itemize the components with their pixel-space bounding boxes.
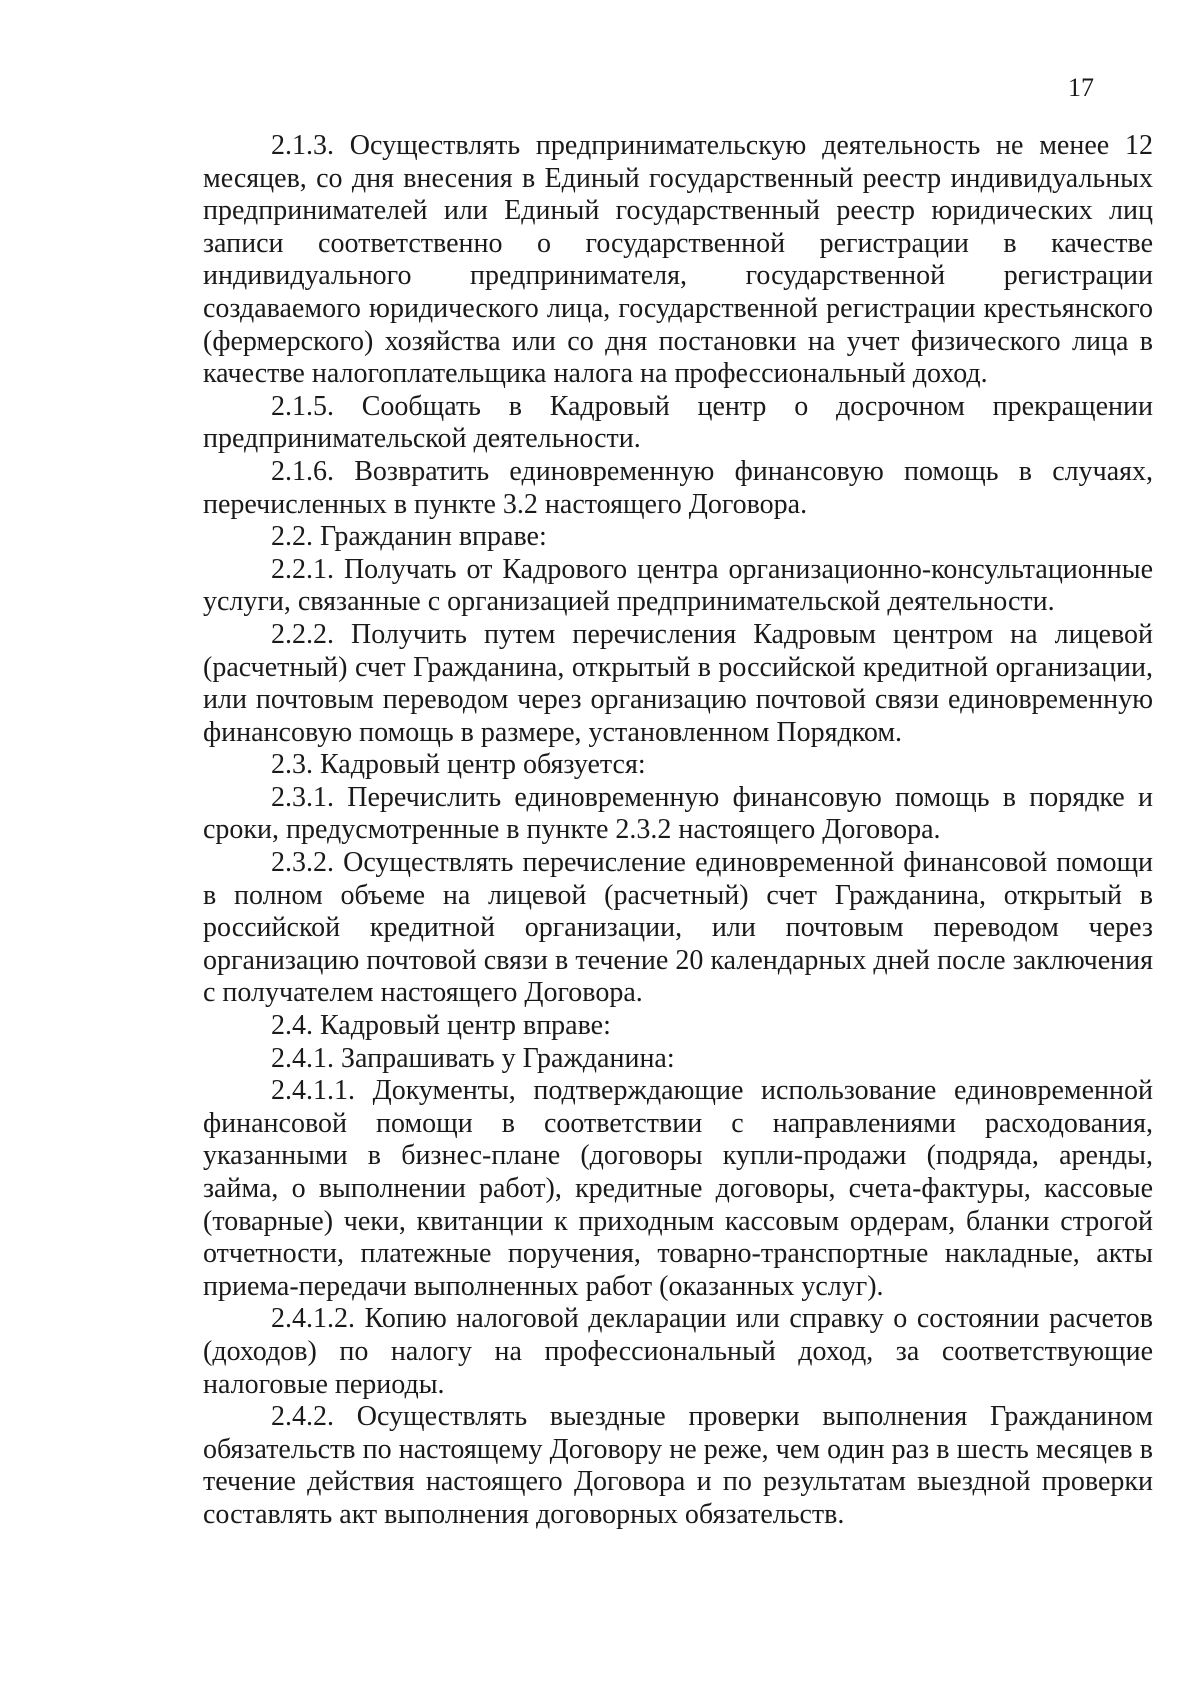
- paragraph-2-1-3: 2.1.3. Осуществлять предпринимательскую деятельность не менее 12 месяцев, со дня внесения в Единый государственный реестр индивидуальных предпринимателей или Единый государственный реестр юридических лиц записи соответственно о государственной регистрации в качестве индивидуального предпринимателя, государственной регистрации создаваемого юридического лица, государственной регистрации крестьянского (фермерского) хозяйства или со дня постановки на учет физического лица в качестве налогоплательщика налога на профессиональный доход.: [203, 130, 1153, 390]
- paragraph-2-4: 2.4. Кадровый центр вправе:: [271, 1010, 611, 1042]
- paragraph-2-1-6: 2.1.6. Возвратить единовременную финансовую помощь в случаях, перечисленных в пункте 3.2 настоящего Договора.: [203, 455, 1153, 520]
- paragraph-2-3-2: 2.3.2. Осуществлять перечисление единовременной финансовой помощи в полном объеме на лицевой (расчетный) счет Гражданина, открытый в российской кредитной организации, или почтовым переводом через организацию почтовой связи в течение 20 календарных дней после заключения с получателем настоящего Договора.: [203, 847, 1153, 1009]
- paragraph-2-3-1: 2.3.1. Перечислить единовременную финансовую помощь в порядке и сроки, предусмотренные в пункте 2.3.2 настоящего Договора.: [203, 781, 1153, 846]
- paragraph-2-1-5: 2.1.5. Сообщать в Кадровый центр о досрочном прекращении предпринимательской деятельности.: [203, 390, 1153, 455]
- document-body: [203, 130, 1153, 1532]
- paragraph-2-2: 2.2. Гражданин вправе:: [271, 521, 547, 553]
- paragraph-2-2-2: 2.2.2. Получить путем перечисления Кадровым центром на лицевой (расчетный) счет Гражданина, открытый в российской кредитной организации, или почтовым переводом через организацию почтовой связи единовременную финансовую помощь в размере, установленном Порядком.: [203, 618, 1153, 748]
- paragraph-2-4-1-2: 2.4.1.2. Копию налоговой декларации или справку о состоянии расчетов (доходов) по налогу на профессиональный доход, за соответствующие налоговые периоды.: [203, 1303, 1153, 1400]
- page-number: 17: [1068, 73, 1094, 102]
- paragraph-2-2-1: 2.2.1. Получать от Кадрового центра организационно-консультационные услуги, связанные с организацией предпринимательской деятельности.: [203, 553, 1153, 618]
- paragraph-2-4-1: 2.4.1. Запрашивать у Гражданина:: [271, 1042, 675, 1074]
- paragraph-2-4-1-1: 2.4.1.1. Документы, подтверждающие использование единовременной финансовой помощи в соответствии с направлениями расходования, указанными в бизнес-плане (договоры купли-продажи (подряда, аренды, займа, о выполнении работ), кредитные договоры, счета-фактуры, кассовые (товарные) чеки, квитанции к приходным кассовым ордерам, бланки строгой отчетности, платежные поручения, товарно-транспортные накладные, акты приема-передачи выполненных работ (оказанных услуг).: [203, 1075, 1153, 1302]
- paragraph-2-3: 2.3. Кадровый центр обязуется:: [271, 749, 646, 781]
- paragraph-2-4-2: 2.4.2. Осуществлять выездные проверки выполнения Гражданином обязательств по настоящему Договору не реже, чем один раз в шесть месяцев в течение действия настоящего Договора и по результатам выездной проверки составлять акт выполнения договорных обязательств.: [203, 1401, 1153, 1530]
